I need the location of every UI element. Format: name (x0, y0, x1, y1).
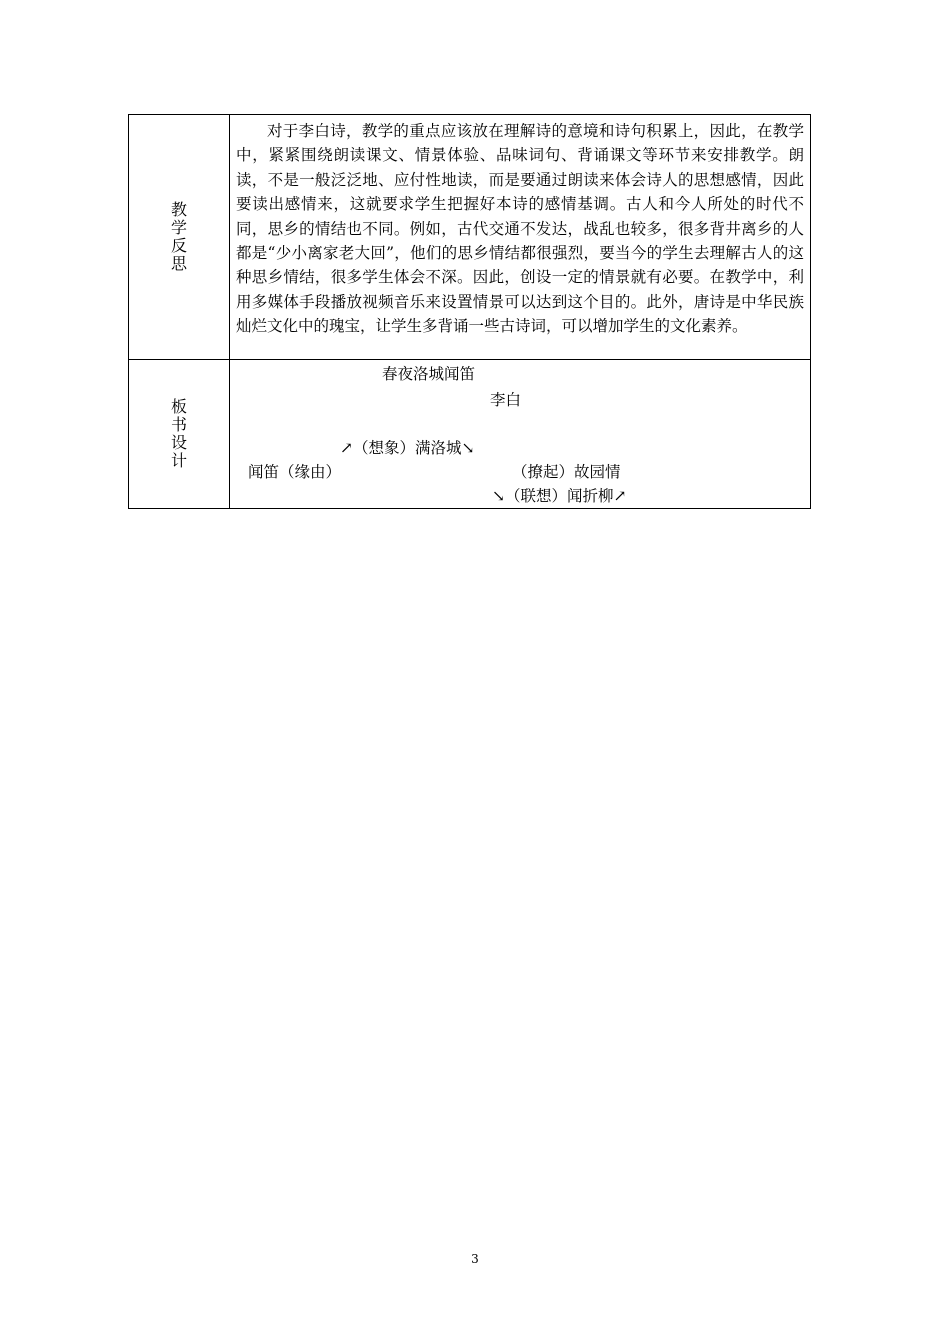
reflection-label: 教学反思 (171, 200, 188, 273)
reflection-row (129, 115, 811, 360)
board-design (230, 360, 810, 508)
reflection-text: 对于李白诗，教学的重点应该放在理解诗的意境和诗句积累上，因此，在教学中，紧紧围绕朗读课文、情景体验、品味词句、背诵课文等环节来安排教学。朗读，不是一般泛泛地、应付性地读，而是要通过朗读来体会诗人的思想感情，因此要读出感情来，这就要求学生把握好本诗的感情基调。古人和今人所处的时代不同，思乡的情结也不同。例如，古代交通不发达，战乱也较多，很多背井离乡的人都是“少小离家老大回”，他们的思乡情结都很强烈，要当今的学生去理解古人的这种思乡情结，很多学生体会不深。因此，创设一定的情景就有必要。在教学中，利用多媒体手段播放视频音乐来设置情景可以达到这个目的。此外，唐诗是中华民族灿烂文化中的瑰宝，让学生多背诵一些古诗词，可以增加学生的文化素养。 (236, 122, 804, 336)
lesson-table (128, 114, 811, 509)
board-label: 板书设计 (171, 397, 188, 470)
board-row (129, 360, 811, 509)
poem-author: 李白 (490, 391, 522, 409)
page-number: 3 (471, 1252, 479, 1266)
board-line-arouse: （撩起）故园情 (512, 463, 621, 481)
reflection-label-cell (129, 115, 230, 360)
poem-title: 春夜洛城闻笛 (382, 365, 476, 383)
reflection-content-cell (230, 115, 811, 360)
board-line-associate: ↘（联想）闻折柳↗ (492, 487, 627, 505)
board-line-imagine: ↗（想象）满洛城↘ (340, 439, 475, 457)
board-line-reason: 闻笛（缘由） (248, 463, 342, 481)
board-label-cell (129, 360, 230, 509)
board-content-cell (230, 360, 811, 509)
